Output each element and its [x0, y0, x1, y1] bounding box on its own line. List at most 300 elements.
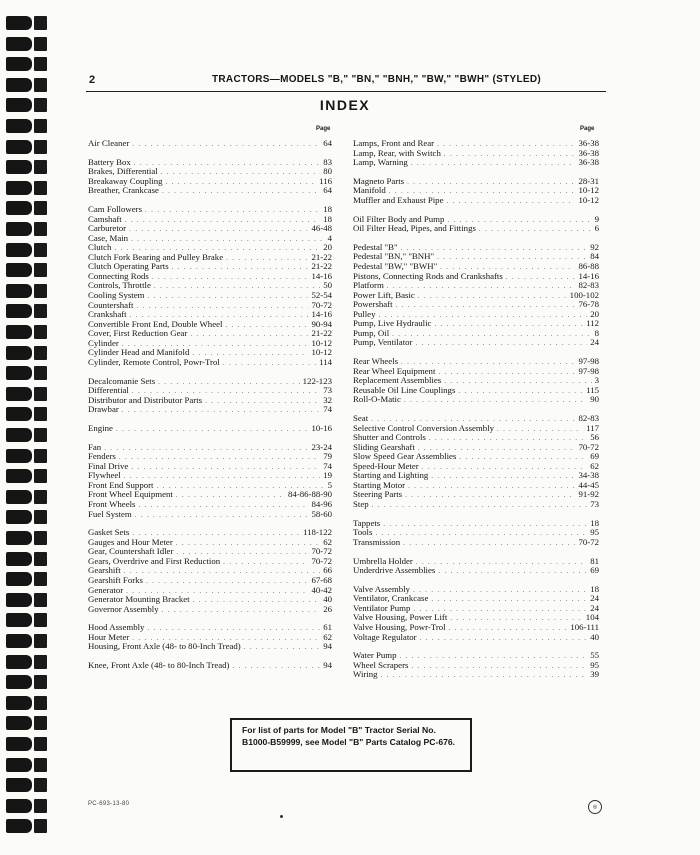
binding-ring — [0, 222, 52, 236]
index-entry-name: Seat — [353, 413, 369, 424]
index-entry — [353, 670, 599, 680]
index-entry-name: Roll-O-Matic — [353, 394, 401, 405]
index-group — [88, 661, 332, 671]
index-entry-name: Gearshift — [88, 565, 121, 576]
dot-leader — [392, 330, 591, 340]
index-entry-name: Wiring — [353, 669, 378, 680]
binding-ring — [0, 510, 52, 524]
index-entry — [88, 661, 332, 671]
binding-ring — [0, 181, 52, 195]
index-entry-pages: 19 — [323, 470, 332, 481]
binding-ring — [0, 304, 52, 318]
binding-ring — [0, 407, 52, 421]
index-entry-name: Umbrella Holder — [353, 555, 413, 566]
index-entry-pages: 23-24 — [311, 441, 332, 452]
index-entry — [88, 205, 332, 215]
index-entry-name: Brakes, Differential — [88, 166, 158, 177]
index-entry-name: Fuel System — [88, 508, 132, 519]
index-entry-name: Connecting Rods — [88, 270, 149, 281]
dot-leader — [416, 558, 587, 568]
index-entry-name: Carburetor — [88, 223, 127, 234]
index-entry-name: Voltage Regulator — [353, 631, 417, 642]
index-entry-name: Gasket Sets — [88, 527, 130, 538]
index-entry-name: Fenders — [88, 451, 116, 462]
union-label-icon: ◎ — [588, 800, 602, 814]
index-group — [353, 357, 599, 405]
index-group — [353, 177, 599, 206]
dot-leader — [147, 624, 320, 634]
index-entry-pages: 67-68 — [311, 575, 332, 585]
binding-ring — [0, 387, 52, 401]
binding-ring — [0, 16, 52, 30]
index-entry — [353, 633, 599, 643]
index-entry-pages: 118-122 — [303, 527, 332, 538]
index-group — [353, 519, 599, 548]
index-entry-pages: 95 — [590, 527, 599, 538]
index-entry-pages: 83 — [323, 156, 332, 167]
dot-leader — [459, 453, 587, 463]
index-group — [88, 528, 332, 614]
index-entry-name: Tools — [353, 527, 373, 538]
binding-ring — [0, 201, 52, 215]
index-entry-pages: 117 — [586, 422, 599, 433]
index-entry-pages: 64 — [323, 138, 332, 148]
index-entry-name: Cam Followers — [88, 204, 143, 215]
index-entry-pages: 50 — [323, 280, 332, 291]
index-entry-name: Slow Speed Gear Assemblies — [353, 451, 457, 462]
index-entry-name: Knee, Front Axle (48- to 80-Inch Tread) — [88, 660, 230, 671]
binding-ring — [0, 98, 52, 112]
index-entry-pages: 46-48 — [311, 223, 332, 234]
index-entry-name: Clutch — [88, 242, 112, 253]
index-entry-pages: 24 — [590, 593, 599, 604]
binding-ring — [0, 490, 52, 504]
page-column-label-right: Page — [580, 126, 595, 132]
binding-ring — [0, 799, 52, 813]
index-entry — [88, 605, 332, 615]
footer-code: PC-693-13-80 — [88, 801, 130, 807]
dot-leader — [408, 482, 575, 492]
index-entry-name: Front Wheel Equipment — [88, 489, 173, 500]
index-entry-name: Powershaft — [353, 299, 393, 310]
index-entry-name: Gearshift Forks — [88, 575, 143, 585]
dot-leader — [145, 206, 320, 216]
index-entry-name: Crankshaft — [88, 309, 127, 320]
index-entry-pages: 39 — [590, 669, 599, 680]
binding-ring — [0, 593, 52, 607]
index-entry-name: Starting Motor — [353, 479, 406, 490]
binding-ring — [0, 263, 52, 277]
index-entry-pages: 24 — [590, 337, 599, 348]
index-entry-pages: 21-22 — [311, 328, 332, 339]
index-entry-pages: 18 — [590, 517, 599, 528]
index-entry-pages: 36-38 — [578, 157, 599, 168]
index-entry-name: Pulley — [353, 308, 376, 319]
dot-leader — [431, 472, 575, 482]
index-group — [353, 139, 599, 168]
index-entry-pages: 82-83 — [578, 413, 599, 424]
index-group — [88, 424, 332, 434]
dot-leader — [138, 501, 308, 511]
index-entry — [88, 424, 332, 434]
dot-leader — [437, 140, 575, 150]
index-entry-name: Front Wheels — [88, 498, 136, 509]
index-group — [353, 585, 599, 642]
index-entry-name: Pedestal "B" — [353, 241, 398, 252]
index-entry-name: Clutch Operating Parts — [88, 261, 169, 272]
dot-leader — [124, 567, 320, 577]
index-entry-pages: 44-45 — [578, 479, 599, 490]
dot-leader — [152, 273, 309, 283]
index-entry — [88, 396, 332, 406]
index-group — [88, 443, 332, 519]
index-entry-pages: 36-38 — [578, 147, 599, 158]
dot-leader — [372, 501, 588, 511]
index-entry-name: Final Drive — [88, 460, 129, 471]
index-entry-pages: 10-12 — [311, 347, 332, 358]
dot-leader — [407, 178, 575, 188]
index-entry-name: Generator Mounting Bracket — [88, 594, 190, 605]
dot-leader — [244, 643, 320, 653]
index-entry-pages: 122-123 — [302, 375, 332, 386]
page-number: 2 — [89, 74, 96, 86]
index-entry-pages: 14-16 — [311, 270, 332, 281]
binding-ring — [0, 572, 52, 586]
index-entry-pages: 79 — [323, 451, 332, 462]
dot-leader — [162, 187, 320, 197]
index-entry-name: Manifold — [353, 185, 386, 196]
index-group — [88, 205, 332, 367]
index-entry-pages: 70-72 — [311, 299, 332, 310]
index-entry-pages: 66 — [323, 565, 332, 576]
index-entry-name: Pedestal "BN," "BNH" — [353, 251, 435, 262]
binding-ring — [0, 531, 52, 545]
index-entry-name: Reusable Oil Line Couplings — [353, 384, 456, 395]
index-entry-name: Platform — [353, 280, 384, 291]
index-entry-pages: 36-38 — [578, 138, 599, 148]
index-entry-name: Pump, Oil — [353, 327, 390, 338]
dot-leader — [131, 235, 325, 245]
binding-ring — [0, 655, 52, 669]
dot-leader — [411, 662, 587, 672]
index-entry-pages: 73 — [590, 498, 599, 509]
dot-leader — [403, 539, 575, 549]
binding-ring — [0, 634, 52, 648]
index-entry-pages: 94 — [323, 641, 332, 652]
index-entry-name: Muffler and Exhaust Pipe — [353, 194, 444, 205]
index-entry-pages: 84 — [590, 251, 599, 262]
index-entry-pages: 40-42 — [311, 584, 332, 595]
serial-notice-box — [230, 718, 472, 772]
dot-leader — [226, 254, 308, 264]
binding-ring — [0, 778, 52, 792]
dot-leader — [162, 606, 321, 616]
index-entry-name: Governor Assembly — [88, 603, 159, 614]
index-title: INDEX — [319, 97, 371, 113]
index-entry — [88, 462, 332, 472]
index-entry-name: Starting and Lighting — [353, 470, 429, 481]
index-column-left — [88, 139, 332, 680]
binding-ring — [0, 119, 52, 133]
dot-leader — [147, 292, 308, 302]
index-entry-name: Shutter and Controls — [353, 432, 426, 443]
binding-ring — [0, 243, 52, 257]
dot-leader — [383, 520, 587, 530]
index-entry-pages: 64 — [323, 185, 332, 196]
dot-leader — [415, 339, 587, 349]
dot-leader — [444, 377, 591, 387]
index-entry-name: Power Lift, Basic — [353, 289, 415, 300]
binding-ring — [0, 325, 52, 339]
index-entry — [88, 234, 332, 244]
index-entry-pages: 80 — [323, 166, 332, 177]
dot-leader — [172, 263, 309, 273]
index-entry-name: Gear, Countershaft Idler — [88, 546, 174, 557]
index-entry-name: Rear Wheels — [353, 356, 399, 367]
dot-leader — [479, 225, 592, 235]
index-entry-pages: 70-72 — [311, 555, 332, 566]
dot-leader — [375, 529, 587, 539]
binding-ring — [0, 613, 52, 627]
dot-leader — [161, 168, 321, 178]
dot-leader — [232, 662, 320, 672]
index-entry-name: Decalcomanie Sets — [88, 375, 156, 386]
index-entry-pages: 62 — [590, 460, 599, 471]
index-entry-pages: 40 — [323, 594, 332, 605]
index-entry-pages: 5 — [327, 479, 332, 490]
index-entry — [88, 139, 332, 149]
serial-notice-text: For list of parts for Model "B" Tractor Serial No. B1000-B59999, see Model "B" Parts Catalog PC-676. — [242, 725, 456, 747]
binding-ring — [0, 346, 52, 360]
page-column-label-left: Page — [316, 126, 331, 132]
index-entry-pages: 9 — [594, 213, 599, 224]
index-entry-pages: 28-31 — [578, 175, 599, 186]
dot-leader — [434, 320, 583, 330]
index-entry — [353, 661, 599, 671]
index-group — [353, 557, 599, 576]
index-entry-name: Water Pump — [353, 650, 397, 661]
index-entry-name: Camshaft — [88, 213, 122, 224]
index-entry-name: Drawbar — [88, 404, 119, 415]
dot-leader — [446, 197, 575, 207]
index-entry-pages: 81 — [590, 555, 599, 566]
index-entry-pages: 26 — [323, 603, 332, 614]
binding-ring — [0, 696, 52, 710]
dot-leader — [166, 178, 317, 188]
index-entry-name: Cylinder Head and Manifold — [88, 347, 190, 358]
index-group — [353, 243, 599, 348]
index-entry-name: Cooling System — [88, 290, 145, 301]
dot-leader — [116, 425, 309, 435]
dot-leader — [190, 330, 308, 340]
binding-ring — [0, 469, 52, 483]
binding-ring — [0, 284, 52, 298]
binding-ring — [0, 675, 52, 689]
index-entry — [353, 300, 599, 310]
index-entry-name: Countershaft — [88, 299, 134, 310]
index-entry-pages: 18 — [590, 583, 599, 594]
index-group — [353, 651, 599, 680]
index-entry — [353, 490, 599, 500]
index-entry-pages: 61 — [323, 622, 332, 633]
index-entry-name: Breakaway Coupling — [88, 175, 163, 186]
binding-ring — [0, 140, 52, 154]
index-group — [353, 215, 599, 234]
dot-leader — [104, 444, 308, 454]
index-entry-pages: 21-22 — [311, 251, 332, 262]
index-entry — [353, 538, 599, 548]
index-entry — [353, 519, 599, 529]
dot-leader — [431, 595, 587, 605]
binding-ring — [0, 716, 52, 730]
index-entry-name: Air Cleaner — [88, 138, 130, 148]
index-entry-name: Magneto Parts — [353, 175, 405, 186]
index-entry-name: Valve Housing, Power Lift — [353, 612, 448, 623]
dot-leader — [420, 634, 588, 644]
dot-leader — [449, 624, 568, 634]
dot-leader — [223, 558, 308, 568]
binding-ring — [0, 758, 52, 772]
index-entry-pages: 21-22 — [311, 261, 332, 272]
index-entry-pages: 84-86-88-90 — [288, 489, 332, 500]
binding-ring — [0, 160, 52, 174]
dot-leader — [154, 282, 320, 292]
index-entry-pages: 62 — [323, 536, 332, 547]
binding-ring — [0, 78, 52, 92]
index-entry-pages: 86-88 — [578, 261, 599, 272]
index-entry-pages: 74 — [323, 460, 332, 471]
index-entry-name: Gears, Overdrive and First Reduction — [88, 555, 221, 566]
index-entry — [88, 358, 332, 368]
index-entry-pages: 94 — [323, 660, 332, 671]
index-entry-name: Cylinder — [88, 337, 119, 348]
index-entry-pages: 8 — [594, 327, 599, 338]
index-entry-name: Tappets — [353, 517, 381, 528]
index-entry-pages: 70-72 — [578, 441, 599, 452]
binding-ring — [0, 366, 52, 380]
index-entry-name: Valve Housing, Powr-Trol — [353, 622, 446, 633]
index-entry-pages: 97-98 — [578, 365, 599, 376]
index-entry-pages: 34-38 — [578, 470, 599, 481]
dot-leader — [429, 434, 587, 444]
dot-leader — [225, 321, 308, 331]
index-entry-name: Flywheel — [88, 470, 121, 481]
index-entry — [88, 510, 332, 520]
dot-leader — [136, 302, 308, 312]
index-group — [88, 158, 332, 196]
index-entry — [88, 576, 332, 586]
index-entry-pages: 115 — [586, 384, 599, 395]
index-entry-name: Replacement Assemblies — [353, 375, 442, 386]
dot-leader — [193, 596, 321, 606]
index-entry-name: Housing, Front Axle (48- to 80-Inch Tread) — [88, 641, 241, 652]
dot-leader — [506, 273, 576, 283]
index-entry-name: Hood Assembly — [88, 622, 145, 633]
index-entry-pages: 73 — [323, 385, 332, 396]
dot-leader — [438, 368, 575, 378]
index-entry-pages: 18 — [323, 204, 332, 215]
index-entry-pages: 90 — [590, 394, 599, 405]
dot-leader — [134, 159, 320, 169]
index-entry — [88, 443, 332, 453]
index-entry-pages: 14-16 — [311, 309, 332, 320]
index-entry-name: Speed-Hour Meter — [353, 460, 419, 471]
index-entry — [353, 500, 599, 510]
index-entry-pages: 91-92 — [578, 489, 599, 500]
index-entry — [353, 395, 599, 405]
index-entry-name: Rear Wheel Equipment — [353, 365, 436, 376]
binding-ring — [0, 428, 52, 442]
index-entry-pages: 92 — [590, 241, 599, 252]
index-entry-name: Front End Support — [88, 479, 154, 490]
index-entry-pages: 82-83 — [578, 280, 599, 291]
index-group — [88, 623, 332, 652]
index-entry-name: Gauges and Hour Meter — [88, 536, 173, 547]
dot-leader — [146, 577, 308, 587]
index-entry-pages: 70-72 — [311, 546, 332, 557]
dot-leader — [422, 463, 587, 473]
index-entry-pages: 62 — [323, 631, 332, 642]
index-entry-pages: 70-72 — [578, 536, 599, 547]
index-entry-name: Lamp, Rear, with Switch — [353, 147, 441, 158]
index-group — [88, 139, 332, 149]
dot-leader — [387, 282, 576, 292]
index-group — [353, 414, 599, 509]
index-entry-name: Valve Assembly — [353, 583, 410, 594]
dot-leader — [129, 225, 308, 235]
index-entry-name: Distributor and Distributor Parts — [88, 394, 203, 405]
index-entry-pages: 90-94 — [311, 318, 332, 329]
index-entry — [353, 272, 599, 282]
dot-leader — [381, 671, 588, 681]
index-entry-pages: 40 — [590, 631, 599, 642]
index-entry — [353, 196, 599, 206]
dot-leader — [122, 406, 320, 416]
dot-leader — [437, 253, 587, 263]
dot-leader — [438, 567, 587, 577]
index-entry-pages: 20 — [590, 308, 599, 319]
header-rule — [86, 91, 606, 92]
index-entry — [88, 186, 332, 196]
index-entry-name: Oil Filter Body and Pump — [353, 213, 445, 224]
index-entry-pages: 116 — [319, 175, 332, 186]
index-entry — [353, 319, 599, 329]
index-entry-pages: 24 — [590, 602, 599, 613]
index-entry-pages: 95 — [590, 659, 599, 670]
dot-leader — [405, 491, 575, 501]
index-entry-name: Convertible Front End, Double Wheel — [88, 318, 223, 329]
dot-leader — [119, 453, 320, 463]
dot-leader — [497, 425, 583, 435]
index-entry-pages: 10-12 — [578, 194, 599, 205]
index-entry-name: Ventilator Pump — [353, 602, 411, 613]
index-entry-name: Ventilator, Crankcase — [353, 593, 429, 604]
index-entry-pages: 58-60 — [311, 508, 332, 519]
dot-leader — [125, 216, 320, 226]
dot-leader — [413, 586, 587, 596]
index-entry-pages: 84-96 — [311, 498, 332, 509]
index-entry-name: Underdrive Assemblies — [353, 565, 436, 576]
index-entry-name: Steering Parts — [353, 489, 403, 500]
index-entry-pages: 14-16 — [578, 270, 599, 281]
index-entry — [353, 177, 599, 187]
binding-ring — [0, 819, 52, 833]
dot-leader — [223, 359, 316, 369]
dot-leader — [444, 150, 576, 160]
index-column-right — [353, 139, 599, 689]
dot-leader — [450, 614, 582, 624]
index-entry-name: Generator — [88, 584, 124, 595]
